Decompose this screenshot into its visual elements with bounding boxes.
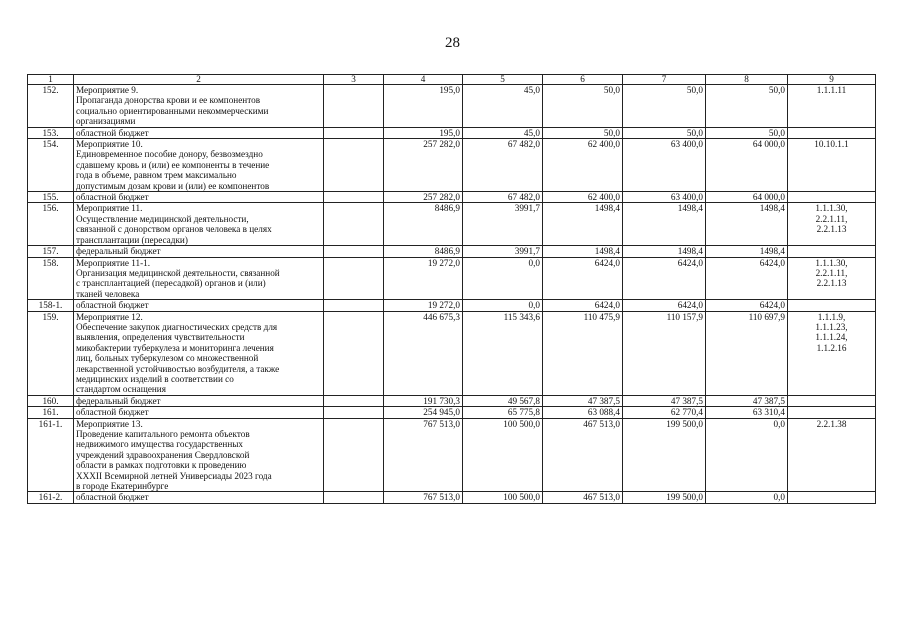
- target-indicator-line: 10.10.1.1: [814, 139, 849, 150]
- activity-name-line: тканей человека: [76, 288, 140, 299]
- activity-name-line: допустимым дозам крови и (или) ее компонентов: [76, 180, 270, 191]
- row-number-cell: 152.: [28, 85, 74, 128]
- activity-name-line: учреждений здравоохранения Свердловской: [76, 449, 250, 460]
- activity-name-line: Проведение капитального ремонта объектов: [76, 429, 250, 439]
- activity-name-cell: [74, 139, 324, 192]
- target-indicator-cell: [788, 492, 876, 503]
- col3-cell: [324, 492, 384, 503]
- amount-cell: 0,0: [706, 492, 788, 503]
- amount-cell: 6424,0: [623, 257, 706, 300]
- activity-name-line: выявления, определения чувствительности: [76, 332, 245, 343]
- amount-cell: 254 945,0: [384, 407, 463, 418]
- activity-name-line: Единовременное пособие донору, безвозмездно: [76, 149, 263, 160]
- amount-cell: 0,0: [706, 418, 788, 492]
- activity-name-line: Осуществление медицинской деятельности,: [76, 213, 249, 224]
- target-indicator-cell: [788, 246, 876, 257]
- target-indicator-cell: [788, 418, 876, 492]
- activity-name-line: федеральный бюджет: [76, 246, 161, 257]
- amount-cell: 19 272,0: [384, 257, 463, 300]
- header-cell: 3: [324, 75, 384, 85]
- header-cell: 9: [788, 75, 876, 85]
- header-cell: 5: [463, 75, 543, 85]
- col3-cell: [324, 418, 384, 492]
- amount-cell: 50,0: [543, 127, 623, 138]
- activity-name-line: Мероприятие 13.: [76, 418, 143, 429]
- activity-name-cell: [74, 492, 324, 503]
- activity-name-cell: [74, 203, 324, 246]
- activity-name-line: Пропаганда донорства крови и ее компонентов: [76, 95, 261, 106]
- activity-name-line: лекарственной устойчивостью возбудителя, а также: [76, 363, 280, 374]
- target-indicator-cell: [788, 300, 876, 311]
- row-number-cell: 157.: [28, 246, 74, 257]
- col3-cell: [324, 192, 384, 203]
- amount-cell: 1498,4: [706, 203, 788, 246]
- table-row: [28, 85, 876, 128]
- activity-name-line: областной бюджет: [76, 300, 149, 311]
- amount-cell: 63 400,0: [623, 139, 706, 192]
- amount-cell: 67 482,0: [463, 192, 543, 203]
- amount-cell: 1498,4: [543, 246, 623, 257]
- col3-cell: [324, 127, 384, 138]
- amount-cell: 50,0: [623, 85, 706, 128]
- table-row: [28, 257, 876, 300]
- row-number-cell: 161.: [28, 407, 74, 418]
- row-number-cell: 158-1.: [28, 300, 74, 311]
- activity-name-cell: [74, 395, 324, 406]
- amount-cell: 195,0: [384, 127, 463, 138]
- amount-cell: 1498,4: [543, 203, 623, 246]
- amount-cell: 199 500,0: [623, 418, 706, 492]
- activity-name-cell: [74, 246, 324, 257]
- col3-cell: [324, 395, 384, 406]
- activity-name-line: микобактерии туберкулеза и мониторинга лечения: [76, 342, 274, 353]
- header-cell: 2: [74, 75, 324, 85]
- table-row: [28, 203, 876, 246]
- amount-cell: 63 088,4: [543, 407, 623, 418]
- activity-name-line: Мероприятие 10.: [76, 139, 143, 150]
- activity-name-line: областной бюджет: [76, 192, 149, 203]
- activity-name-line: лиц, больных туберкулезом со множественной: [76, 353, 259, 364]
- row-number-cell: 154.: [28, 139, 74, 192]
- row-number-cell: 161-1.: [28, 418, 74, 492]
- amount-cell: 47 387,5: [706, 395, 788, 406]
- table-row: [28, 407, 876, 418]
- header-cell: 4: [384, 75, 463, 85]
- table-header-row: [28, 75, 876, 85]
- table-row: [28, 492, 876, 503]
- amount-cell: 62 400,0: [543, 192, 623, 203]
- amount-cell: 62 770,4: [623, 407, 706, 418]
- amount-cell: 110 157,9: [623, 311, 706, 395]
- activity-name-line: XXXII Всемирной летней Универсиады 2023 года: [76, 470, 272, 481]
- amount-cell: 1498,4: [623, 203, 706, 246]
- col3-cell: [324, 139, 384, 192]
- amount-cell: 100 500,0: [463, 492, 543, 503]
- table-row: [28, 246, 876, 257]
- target-indicator-cell: [788, 192, 876, 203]
- activity-name-cell: [74, 311, 324, 395]
- activity-name-line: области в рамках подготовки к проведению: [76, 460, 247, 471]
- amount-cell: 115 343,6: [463, 311, 543, 395]
- header-cell: 7: [623, 75, 706, 85]
- header-cell: 6: [543, 75, 623, 85]
- amount-cell: 100 500,0: [463, 418, 543, 492]
- row-number-cell: 161-2.: [28, 492, 74, 503]
- activity-name-line: с трансплантацией (пересадкой) органов и (или): [76, 278, 266, 289]
- amount-cell: 64 000,0: [706, 192, 788, 203]
- target-indicator-line: 1.1.1.30,: [815, 257, 848, 268]
- activity-name-line: организациями: [76, 116, 136, 127]
- activity-name-line: в городе Екатеринбурге: [76, 481, 169, 492]
- activity-name-line: трансплантации (пересадки): [76, 234, 188, 245]
- activity-name-cell: [74, 85, 324, 128]
- target-indicator-line: 2.2.1.13: [816, 224, 847, 235]
- col3-cell: [324, 246, 384, 257]
- activity-name-line: федеральный бюджет: [76, 395, 161, 406]
- amount-cell: 195,0: [384, 85, 463, 128]
- target-indicator-line: 1.1.1.11: [816, 85, 847, 95]
- amount-cell: 6424,0: [706, 300, 788, 311]
- target-indicator-line: 1.1.2.16: [816, 342, 847, 353]
- col3-cell: [324, 300, 384, 311]
- target-indicator-cell: [788, 85, 876, 128]
- activity-name-line: связанной с донорством органов человека в целях: [76, 224, 272, 235]
- amount-cell: 47 387,5: [543, 395, 623, 406]
- amount-cell: 67 482,0: [463, 139, 543, 192]
- page-number: 28: [445, 35, 460, 51]
- amount-cell: 8486,9: [384, 246, 463, 257]
- amount-cell: 257 282,0: [384, 192, 463, 203]
- amount-cell: 6424,0: [623, 300, 706, 311]
- table-row: [28, 311, 876, 395]
- target-indicator-line: 1.1.1.9,: [817, 311, 846, 322]
- target-indicator-cell: [788, 139, 876, 192]
- budget-table: [27, 74, 876, 504]
- col3-cell: [324, 203, 384, 246]
- amount-cell: 110 475,9: [543, 311, 623, 395]
- activity-name-line: Мероприятие 12.: [76, 311, 143, 322]
- amount-cell: 50,0: [623, 127, 706, 138]
- row-number-cell: 160.: [28, 395, 74, 406]
- activity-name-line: социально ориентированными некоммерческими: [76, 105, 269, 116]
- target-indicator-line: 2.2.1.11,: [815, 267, 848, 278]
- activity-name-line: областной бюджет: [76, 127, 149, 138]
- amount-cell: 50,0: [543, 85, 623, 128]
- activity-name-cell: [74, 407, 324, 418]
- amount-cell: 0,0: [463, 257, 543, 300]
- amount-cell: 65 775,8: [463, 407, 543, 418]
- amount-cell: 6424,0: [543, 257, 623, 300]
- amount-cell: 19 272,0: [384, 300, 463, 311]
- amount-cell: 47 387,5: [623, 395, 706, 406]
- activity-name-line: Мероприятие 9.: [76, 85, 139, 95]
- amount-cell: 110 697,9: [706, 311, 788, 395]
- amount-cell: 467 513,0: [543, 492, 623, 503]
- row-number-cell: 158.: [28, 257, 74, 300]
- activity-name-line: сдавшему кровь и (или) ее компоненты в течение: [76, 159, 270, 170]
- activity-name-cell: [74, 127, 324, 138]
- amount-cell: 767 513,0: [384, 418, 463, 492]
- amount-cell: 0,0: [463, 300, 543, 311]
- activity-name-line: недвижимого имущества государственных: [76, 439, 244, 450]
- amount-cell: 63 310,4: [706, 407, 788, 418]
- amount-cell: 45,0: [463, 127, 543, 138]
- activity-name-line: стандартом оснащения: [76, 384, 166, 395]
- target-indicator-line: 1.1.1.30,: [815, 203, 848, 214]
- table-row: [28, 192, 876, 203]
- amount-cell: 63 400,0: [623, 192, 706, 203]
- activity-name-cell: [74, 418, 324, 492]
- col3-cell: [324, 257, 384, 300]
- amount-cell: 767 513,0: [384, 492, 463, 503]
- amount-cell: 50,0: [706, 85, 788, 128]
- amount-cell: 62 400,0: [543, 139, 623, 192]
- table-row: [28, 395, 876, 406]
- header-cell: 1: [28, 75, 74, 85]
- row-number-cell: 159.: [28, 311, 74, 395]
- table-row: [28, 300, 876, 311]
- col3-cell: [324, 85, 384, 128]
- amount-cell: 6424,0: [706, 257, 788, 300]
- target-indicator-line: 1.1.1.24,: [815, 332, 848, 343]
- target-indicator-line: 2.2.1.11,: [815, 213, 848, 224]
- amount-cell: 1498,4: [706, 246, 788, 257]
- amount-cell: 6424,0: [543, 300, 623, 311]
- header-cell: 8: [706, 75, 788, 85]
- activity-name-line: Мероприятие 11-1.: [76, 257, 151, 268]
- activity-name-cell: [74, 192, 324, 203]
- amount-cell: 3991,7: [463, 246, 543, 257]
- amount-cell: 467 513,0: [543, 418, 623, 492]
- amount-cell: 446 675,3: [384, 311, 463, 395]
- row-number-cell: 155.: [28, 192, 74, 203]
- activity-name-line: медицинских изделий в соответствии со: [76, 373, 234, 384]
- amount-cell: 3991,7: [463, 203, 543, 246]
- activity-name-line: областной бюджет: [76, 492, 149, 503]
- target-indicator-cell: [788, 203, 876, 246]
- target-indicator-cell: [788, 311, 876, 395]
- amount-cell: 191 730,3: [384, 395, 463, 406]
- amount-cell: 8486,9: [384, 203, 463, 246]
- target-indicator-cell: [788, 407, 876, 418]
- col3-cell: [324, 311, 384, 395]
- target-indicator-cell: [788, 395, 876, 406]
- activity-name-cell: [74, 257, 324, 300]
- table-row: [28, 139, 876, 192]
- table-row: [28, 127, 876, 138]
- target-indicator-line: 2.2.1.13: [816, 278, 847, 289]
- amount-cell: 49 567,8: [463, 395, 543, 406]
- activity-name-line: областной бюджет: [76, 407, 149, 418]
- row-number-cell: 156.: [28, 203, 74, 246]
- amount-cell: 45,0: [463, 85, 543, 128]
- amount-cell: 50,0: [706, 127, 788, 138]
- target-indicator-cell: [788, 127, 876, 138]
- activity-name-line: Обеспечение закупок диагностических средств для: [76, 321, 278, 332]
- activity-name-line: Мероприятие 11.: [76, 203, 143, 214]
- amount-cell: 64 000,0: [706, 139, 788, 192]
- target-indicator-line: 2.2.1.38: [816, 418, 847, 429]
- target-indicator-line: 1.1.1.23,: [815, 321, 848, 332]
- activity-name-line: Организация медицинской деятельности, связанной: [76, 267, 280, 278]
- target-indicator-cell: [788, 257, 876, 300]
- amount-cell: 199 500,0: [623, 492, 706, 503]
- col3-cell: [324, 407, 384, 418]
- amount-cell: 1498,4: [623, 246, 706, 257]
- row-number-cell: 153.: [28, 127, 74, 138]
- amount-cell: 257 282,0: [384, 139, 463, 192]
- activity-name-line: года в объеме, равном трем максимально: [76, 170, 237, 181]
- activity-name-cell: [74, 300, 324, 311]
- table-row: [28, 418, 876, 492]
